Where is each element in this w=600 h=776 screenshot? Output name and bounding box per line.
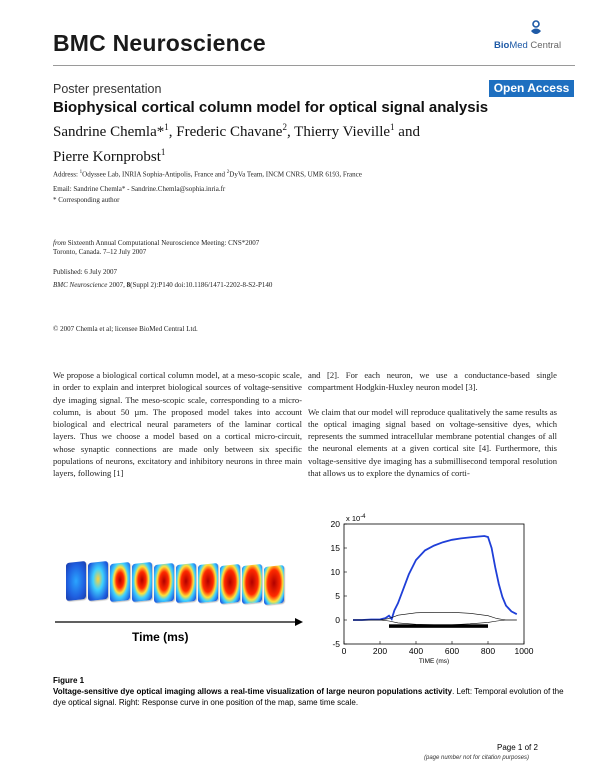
author-name: Frederic Chavane — [176, 124, 283, 140]
author-affiliation: 1 — [164, 122, 169, 132]
imaging-frame — [264, 565, 284, 605]
body-paragraph: and [2]. For each neuron, we use a conductance-based single compartment Hodgkin-Huxley neuron model [3]. — [308, 370, 557, 393]
y-tick-label: 15 — [330, 543, 340, 553]
author-name: Sandrine Chemla* — [53, 124, 165, 140]
figure-caption: Voltage-sensitive dye optical imaging allows a real-time visualization of large neuron populations activity. Left: Temporal evolution of the dye optical signal. Right: Response curve in one position of the map, same time scale. — [53, 687, 564, 707]
email-line[interactable]: Email: Sandrine Chemla* - Sandrine.Chemla@sophia.inria.fr — [53, 185, 226, 193]
journal-title: BMC Neuroscience — [53, 30, 266, 56]
author-list: Sandrine Chemla*$^1$, Frederic Chavane$^2$, Thierry Vieville$^1$ and Pierre Kornprobst$^1$ — [53, 122, 420, 165]
y-tick-label: -5 — [332, 639, 340, 649]
time-arrow-icon — [53, 617, 303, 627]
imaging-frame — [88, 561, 108, 601]
time-axis-label: Time (ms) — [132, 630, 189, 644]
x-tick-label: 600 — [444, 646, 460, 656]
response-curve-chart — [306, 510, 534, 670]
body-column-right — [308, 369, 557, 491]
conference-location: Toronto, Canada. 7–12 July 2007 — [53, 248, 147, 256]
x-tick-label: 1000 — [514, 646, 534, 656]
body-column-left — [53, 369, 302, 492]
imaging-frame — [132, 562, 152, 602]
body-paragraph: We propose a biological cortical column model, at a meso-scopic scale, in order to explain and interpret biological sources of voltage-sensitive dye imaging signal. The meso-scopic scale, corresponding to a micro-column, is about 50 µm. The proposed model takes into account biological and electrical neural parameters of the laminar cortical layers. Thus we choose a model based on a cortical micro-circuit, whose synaptic connections are made only between six specific populations of neurons, excitatory and inhibitory neurons in three main layers, following [1] — [53, 370, 302, 479]
logo-text: BioMed Central — [494, 40, 562, 51]
y-tick-label: 0 — [335, 615, 340, 625]
corresponding-author-note: * Corresponding author — [53, 196, 120, 204]
citation-line[interactable]: BMC Neuroscience 2007, 8(Suppl 2):P140 doi:10.1186/1471-2202-8-S2-P140 — [53, 281, 273, 289]
body-paragraph: We claim that our model will reproduce qualitatively the same results as the optical imaging signal based on voltage-sensitive dyes, which represents the summed intracellular membrane potential changes of all the neuronal elements at a given cortical site [4]. Furthermore, this voltage-sensitive dye imaging has a submillisecond temporal resolution that allows us to explore the dynamics of corti- — [308, 406, 557, 479]
x-tick-label: 0 — [341, 646, 347, 656]
y-tick-label: 10 — [330, 567, 340, 577]
article-type: Poster presentation — [53, 82, 162, 96]
address-line: Address: $^1$Odyssee Lab, INRIA Sophia-Antipolis, France and $^2$DyVa Team, INCM CNRS, UMR 6193, France — [53, 170, 362, 179]
y-multiplier-label: x $10^{-4}$ — [346, 514, 366, 523]
copyright-line: © 2007 Chemla et al; licensee BioMed Central Ltd. — [53, 325, 198, 333]
x-tick-label: 800 — [480, 646, 496, 656]
figure-label: Figure 1 — [53, 676, 85, 685]
page-number: Page 1 of 2 — [497, 743, 538, 752]
biomed-logo-icon — [528, 20, 544, 38]
author-name: Thierry Vieville — [294, 124, 391, 140]
dye-imaging-frames — [66, 560, 296, 608]
header-rule — [53, 65, 575, 66]
author-affiliation: 2 — [282, 122, 287, 132]
imaging-frame — [66, 561, 86, 601]
biomed-central-logo — [494, 20, 574, 54]
imaging-frame — [110, 562, 130, 602]
author-affiliation: 1 — [390, 122, 395, 132]
x-axis-label: TIME (ms) — [418, 658, 450, 665]
author-affiliation: 1 — [160, 147, 166, 157]
author-name: Pierre Kornprobst — [53, 149, 161, 165]
published-date: Published: 6 July 2007 — [53, 268, 117, 276]
imaging-frame — [154, 563, 174, 603]
imaging-frame — [176, 563, 196, 603]
open-access-badge[interactable]: Open Access — [489, 80, 574, 97]
imaging-frame — [220, 564, 240, 604]
x-tick-label: 400 — [408, 646, 424, 656]
page-number-note: (page number not for citation purposes) — [424, 755, 530, 761]
article-title: Biophysical cortical column model for optical signal analysis — [53, 99, 489, 116]
conference-line: from Sixteenth Annual Computational Neuroscience Meeting: CNS*2007 — [53, 239, 260, 247]
y-tick-label: 20 — [330, 519, 340, 529]
imaging-frame — [198, 563, 218, 603]
y-tick-label: 5 — [335, 591, 340, 601]
x-tick-label: 200 — [372, 646, 388, 656]
imaging-frame — [242, 564, 262, 604]
